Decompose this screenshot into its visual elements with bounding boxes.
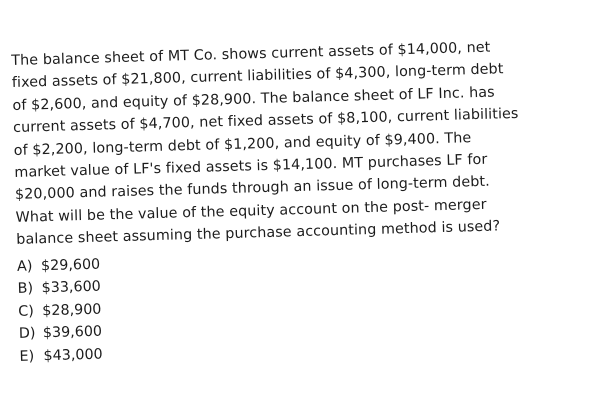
choice-text: $39,600: [42, 324, 103, 342]
choice-letter: B): [17, 280, 34, 298]
choice-text: $33,600: [41, 278, 101, 297]
choice-letter: C): [18, 303, 35, 320]
choice-text: $43,000: [43, 346, 103, 365]
question-stem: [11, 34, 596, 252]
choice-letter: A): [16, 258, 33, 275]
stem-line: The balance sheet of MT Co. shows current assets of $14,000, net: [11, 39, 491, 69]
stem-line: of $2,600, and equity of $28,900. The balance sheet of LF Inc. has: [12, 84, 495, 114]
stem-line: $20,000 and raises the funds through an issue of long-term debt.: [14, 174, 490, 204]
answer-choices: [17, 239, 600, 368]
stem-line: balance sheet assuming the purchase accounting method is used?: [16, 218, 501, 249]
stem-line: fixed assets of $21,800, current liabilities of $4,300, long-term debt: [11, 61, 504, 92]
choice-letter: D): [18, 325, 36, 343]
stem-line: of $2,200, long-term debt of $1,200, and equity of $9,400. The: [13, 129, 472, 159]
choice-letter: E): [19, 348, 35, 365]
stem-line: current assets of $4,700, net fixed assets of $8,100, current liabilities: [12, 106, 519, 137]
question-block: [11, 34, 600, 369]
choice-text: $29,600: [40, 256, 101, 274]
stem-line: What will be the value of the equity account on the post- merger: [15, 196, 487, 226]
choice-text: $28,900: [42, 301, 102, 320]
stem-line: market value of LF's fixed assets is $14,100. MT purchases LF for: [14, 151, 488, 181]
